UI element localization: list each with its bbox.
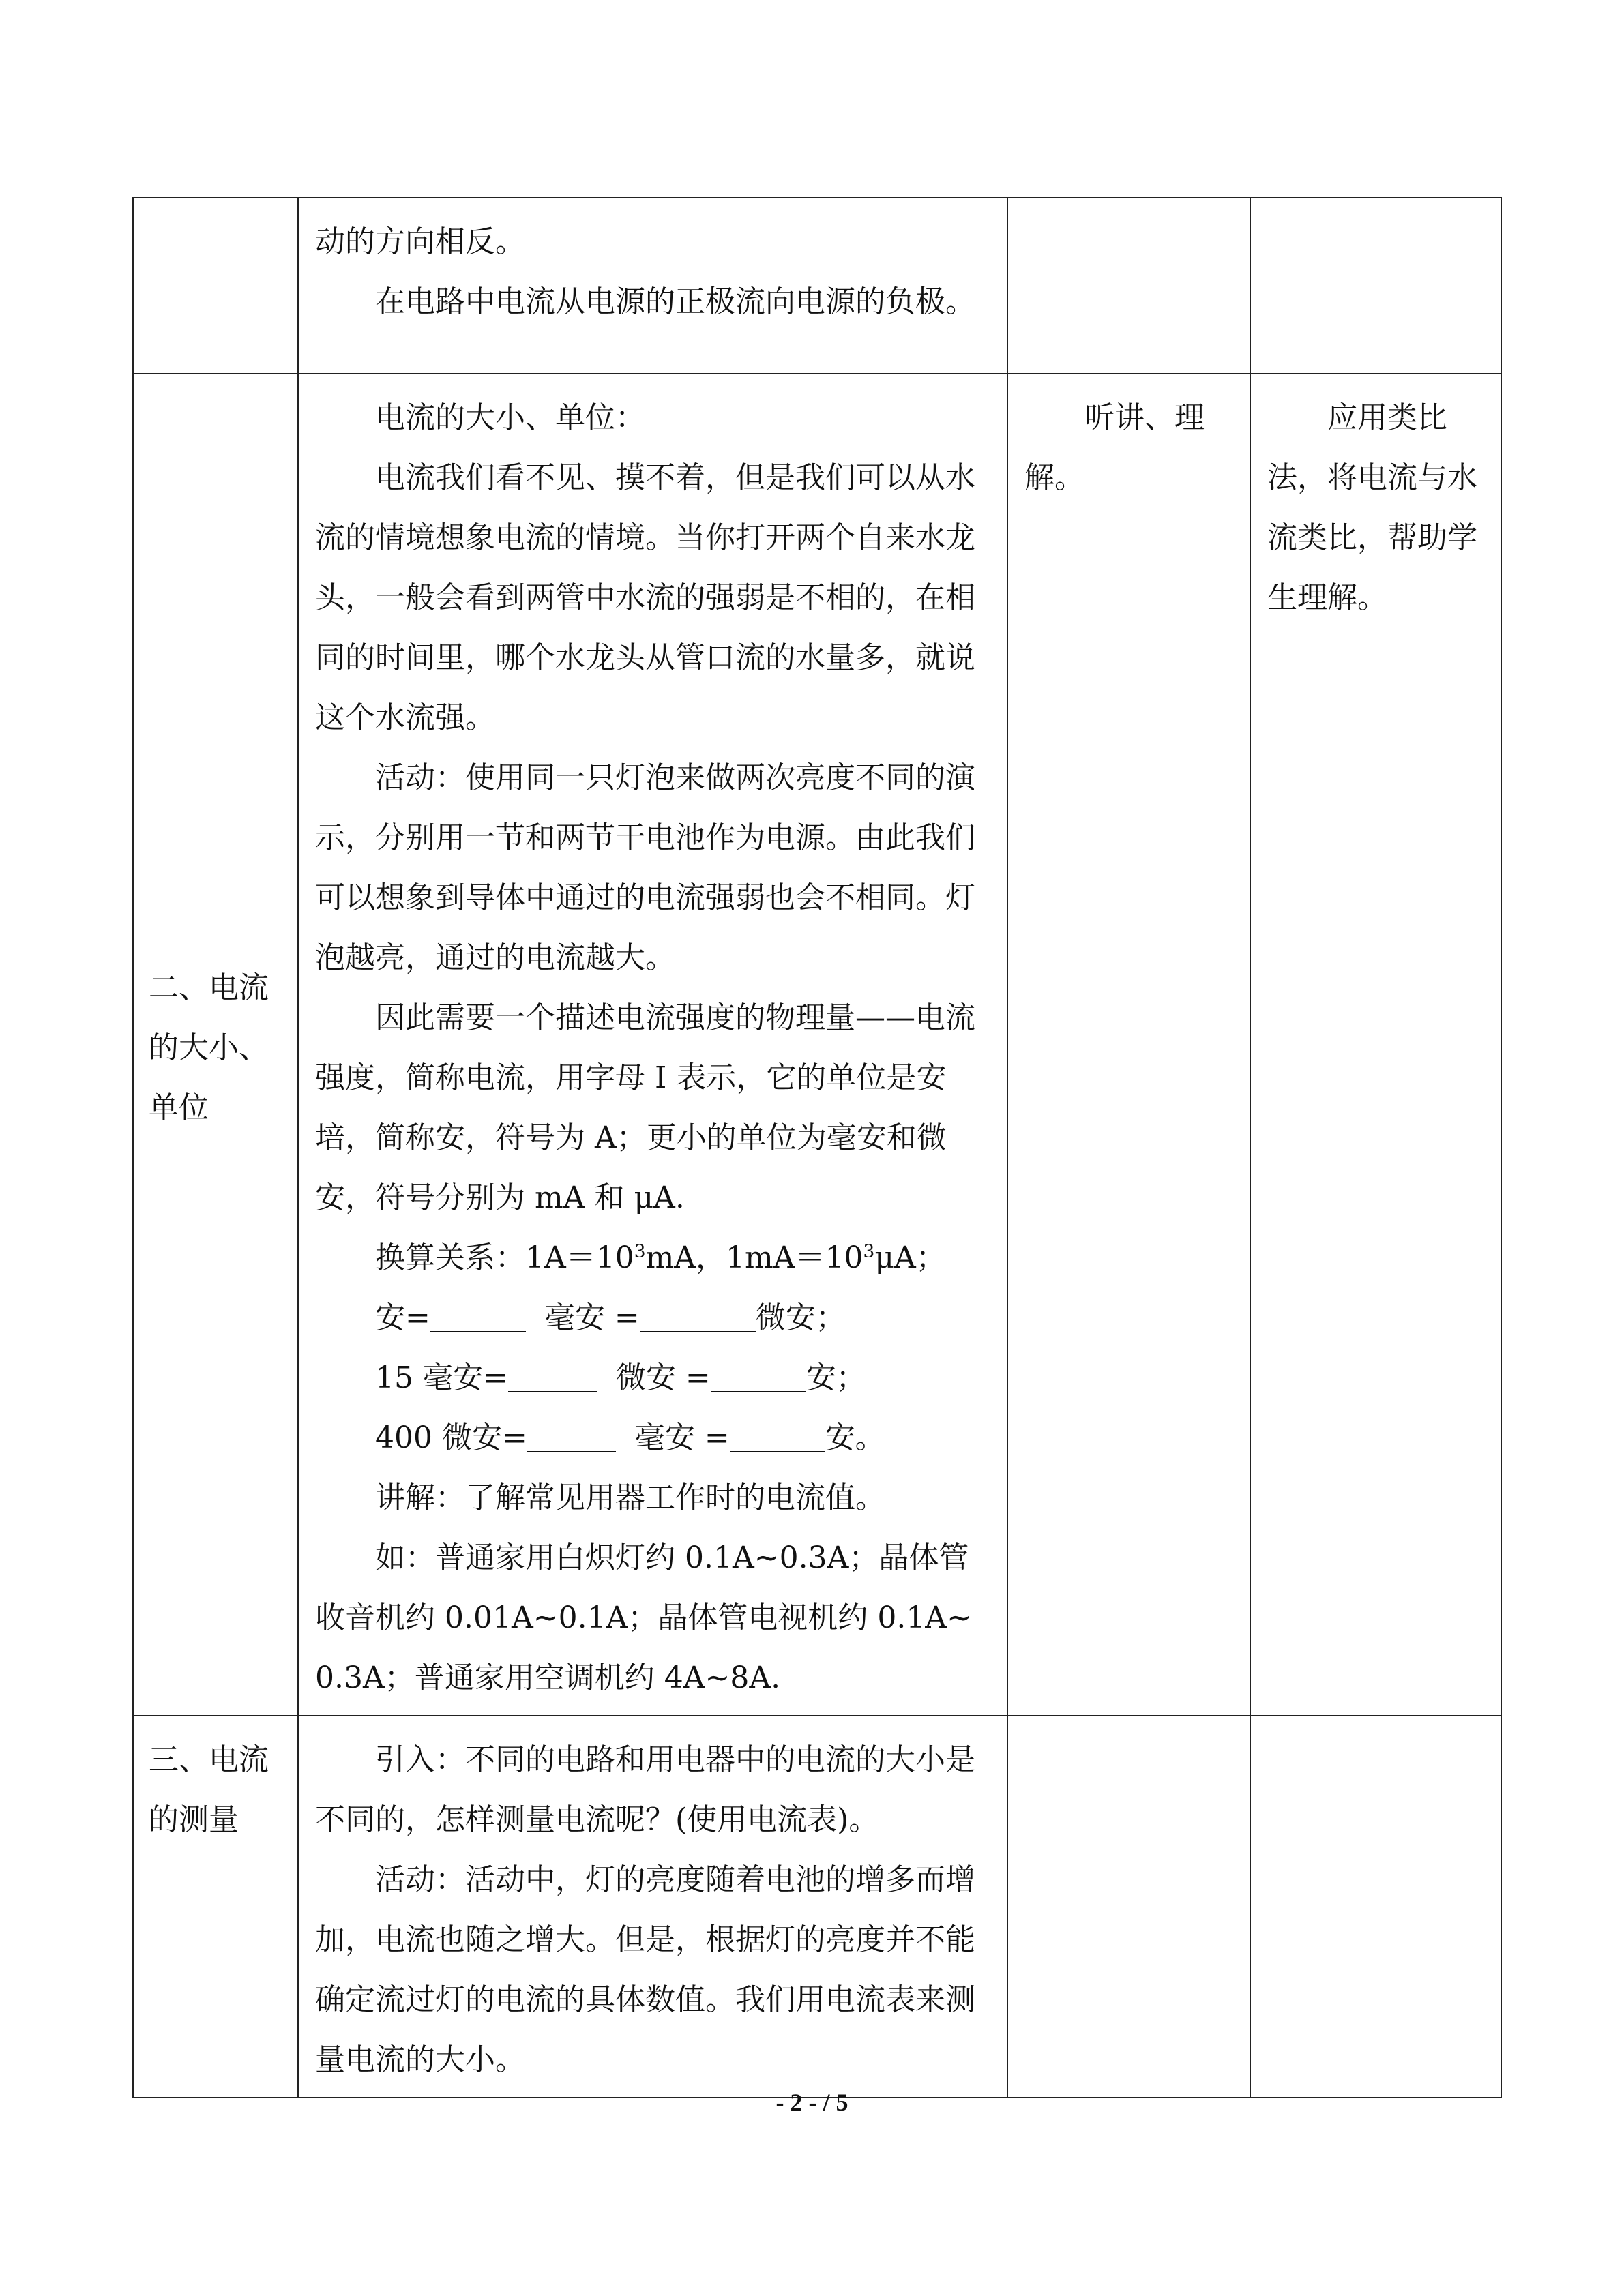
content-paragraph: 因此需要一个描述电流强度的物理量——电流强度，简称电流，用字母 I 表示，它的单位是安培，简称安，符号为 A；更小的单位为毫安和微安，符号分别为 mA 和 μA. — [315, 1000, 975, 1215]
fill-blank — [640, 1301, 756, 1332]
fill-blank — [711, 1361, 806, 1392]
student-activity-cell — [1007, 374, 1250, 1716]
fill-blank — [430, 1301, 526, 1332]
content-paragraph: 电流我们看不见、摸不着，但是我们可以从水流的情境想象电流的情境。当你打开两个自来水龙头，一般会看到两管中水流的强弱是不相的，在相同的时间里，哪个水龙头从管口流的水量多，就说这个水流强。 — [315, 460, 975, 735]
page-number: - 2 - / 5 — [776, 2089, 848, 2116]
exponent: 3 — [863, 1240, 875, 1262]
exercise-line — [315, 1288, 992, 1348]
content-paragraph: 在电路中电流从电源的正极流向电源的负极。 — [375, 284, 975, 319]
fill-blank — [508, 1361, 597, 1392]
section-cell — [133, 198, 298, 374]
exercise-line — [315, 1408, 992, 1468]
content-cell — [298, 374, 1007, 1716]
exercise-text: 安= — [375, 1300, 430, 1335]
student-activity-cell — [1007, 1716, 1250, 2098]
exercise-text: 安； — [806, 1360, 866, 1395]
fill-blank — [527, 1421, 616, 1452]
fill-blank — [730, 1421, 825, 1452]
student-activity-text: 听讲、理解。 — [1024, 400, 1205, 495]
design-intent-cell — [1250, 1716, 1501, 2098]
exercise-text: 微安； — [755, 1300, 846, 1335]
design-intent-cell — [1250, 198, 1501, 374]
design-intent-cell — [1250, 374, 1501, 1716]
content-cell — [298, 1716, 1007, 2098]
exercise-line — [315, 1348, 992, 1408]
exercise-text: 毫安 = — [634, 1420, 730, 1455]
content-cell — [298, 198, 1007, 374]
section-title: 三、电流的测量 — [133, 1716, 298, 2098]
exercise-text: 400 微安= — [375, 1420, 527, 1455]
content-paragraph: 如：普通家用白炽灯约 0.1A~0.3A；晶体管收音机约 0.01A~0.1A；晶体管电视机约 0.1A~0.3A；普通家用空调机约 4A~8A. — [315, 1540, 972, 1695]
table-row — [133, 374, 1501, 1716]
table-row — [133, 198, 1501, 374]
content-paragraph: 活动：使用同一只灯泡来做两次亮度不同的演示，分别用一节和两节干电池作为电源。由此我们可以想象到导体中通过的电流强弱也会不相同。灯泡越亮，通过的电流越大。 — [315, 760, 975, 975]
exponent: 3 — [634, 1240, 646, 1262]
conversion-text: mA，1mA＝10 — [645, 1240, 863, 1275]
exercise-text: 微安 = — [615, 1360, 711, 1395]
content-paragraph: 电流的大小、单位： — [375, 400, 645, 435]
exercise-text: 15 毫安= — [375, 1360, 508, 1395]
lesson-plan-table — [132, 197, 1502, 2098]
conversion-text: μA； — [874, 1240, 946, 1275]
student-activity-cell — [1007, 198, 1250, 374]
exercise-text: 毫安 = — [544, 1300, 640, 1335]
section-title: 二、电流的大小、单位 — [133, 374, 298, 1716]
content-paragraph: 活动：活动中，灯的亮度随着电池的增多而增加，电流也随之增大。但是，根据灯的亮度并不能确定流过灯的电流的具体数值。我们用电流表来测量电流的大小。 — [315, 1862, 975, 2077]
content-paragraph: 讲解：了解常见用器工作时的电流值。 — [375, 1480, 885, 1515]
content-paragraph: 动的方向相反。 — [315, 224, 525, 259]
conversion-line — [315, 1228, 992, 1288]
conversion-text: 1A＝10 — [525, 1240, 634, 1275]
design-intent-text: 应用类比法，将电流与水流类比，帮助学生理解。 — [1267, 400, 1477, 615]
content-paragraph: 引入：不同的电路和用电器中的电流的大小是不同的，怎样测量电流呢？(使用电流表)。 — [315, 1742, 975, 1837]
conversion-label: 换算关系： — [375, 1240, 525, 1275]
exercise-text: 安。 — [825, 1420, 885, 1455]
table-row — [133, 1716, 1501, 2098]
